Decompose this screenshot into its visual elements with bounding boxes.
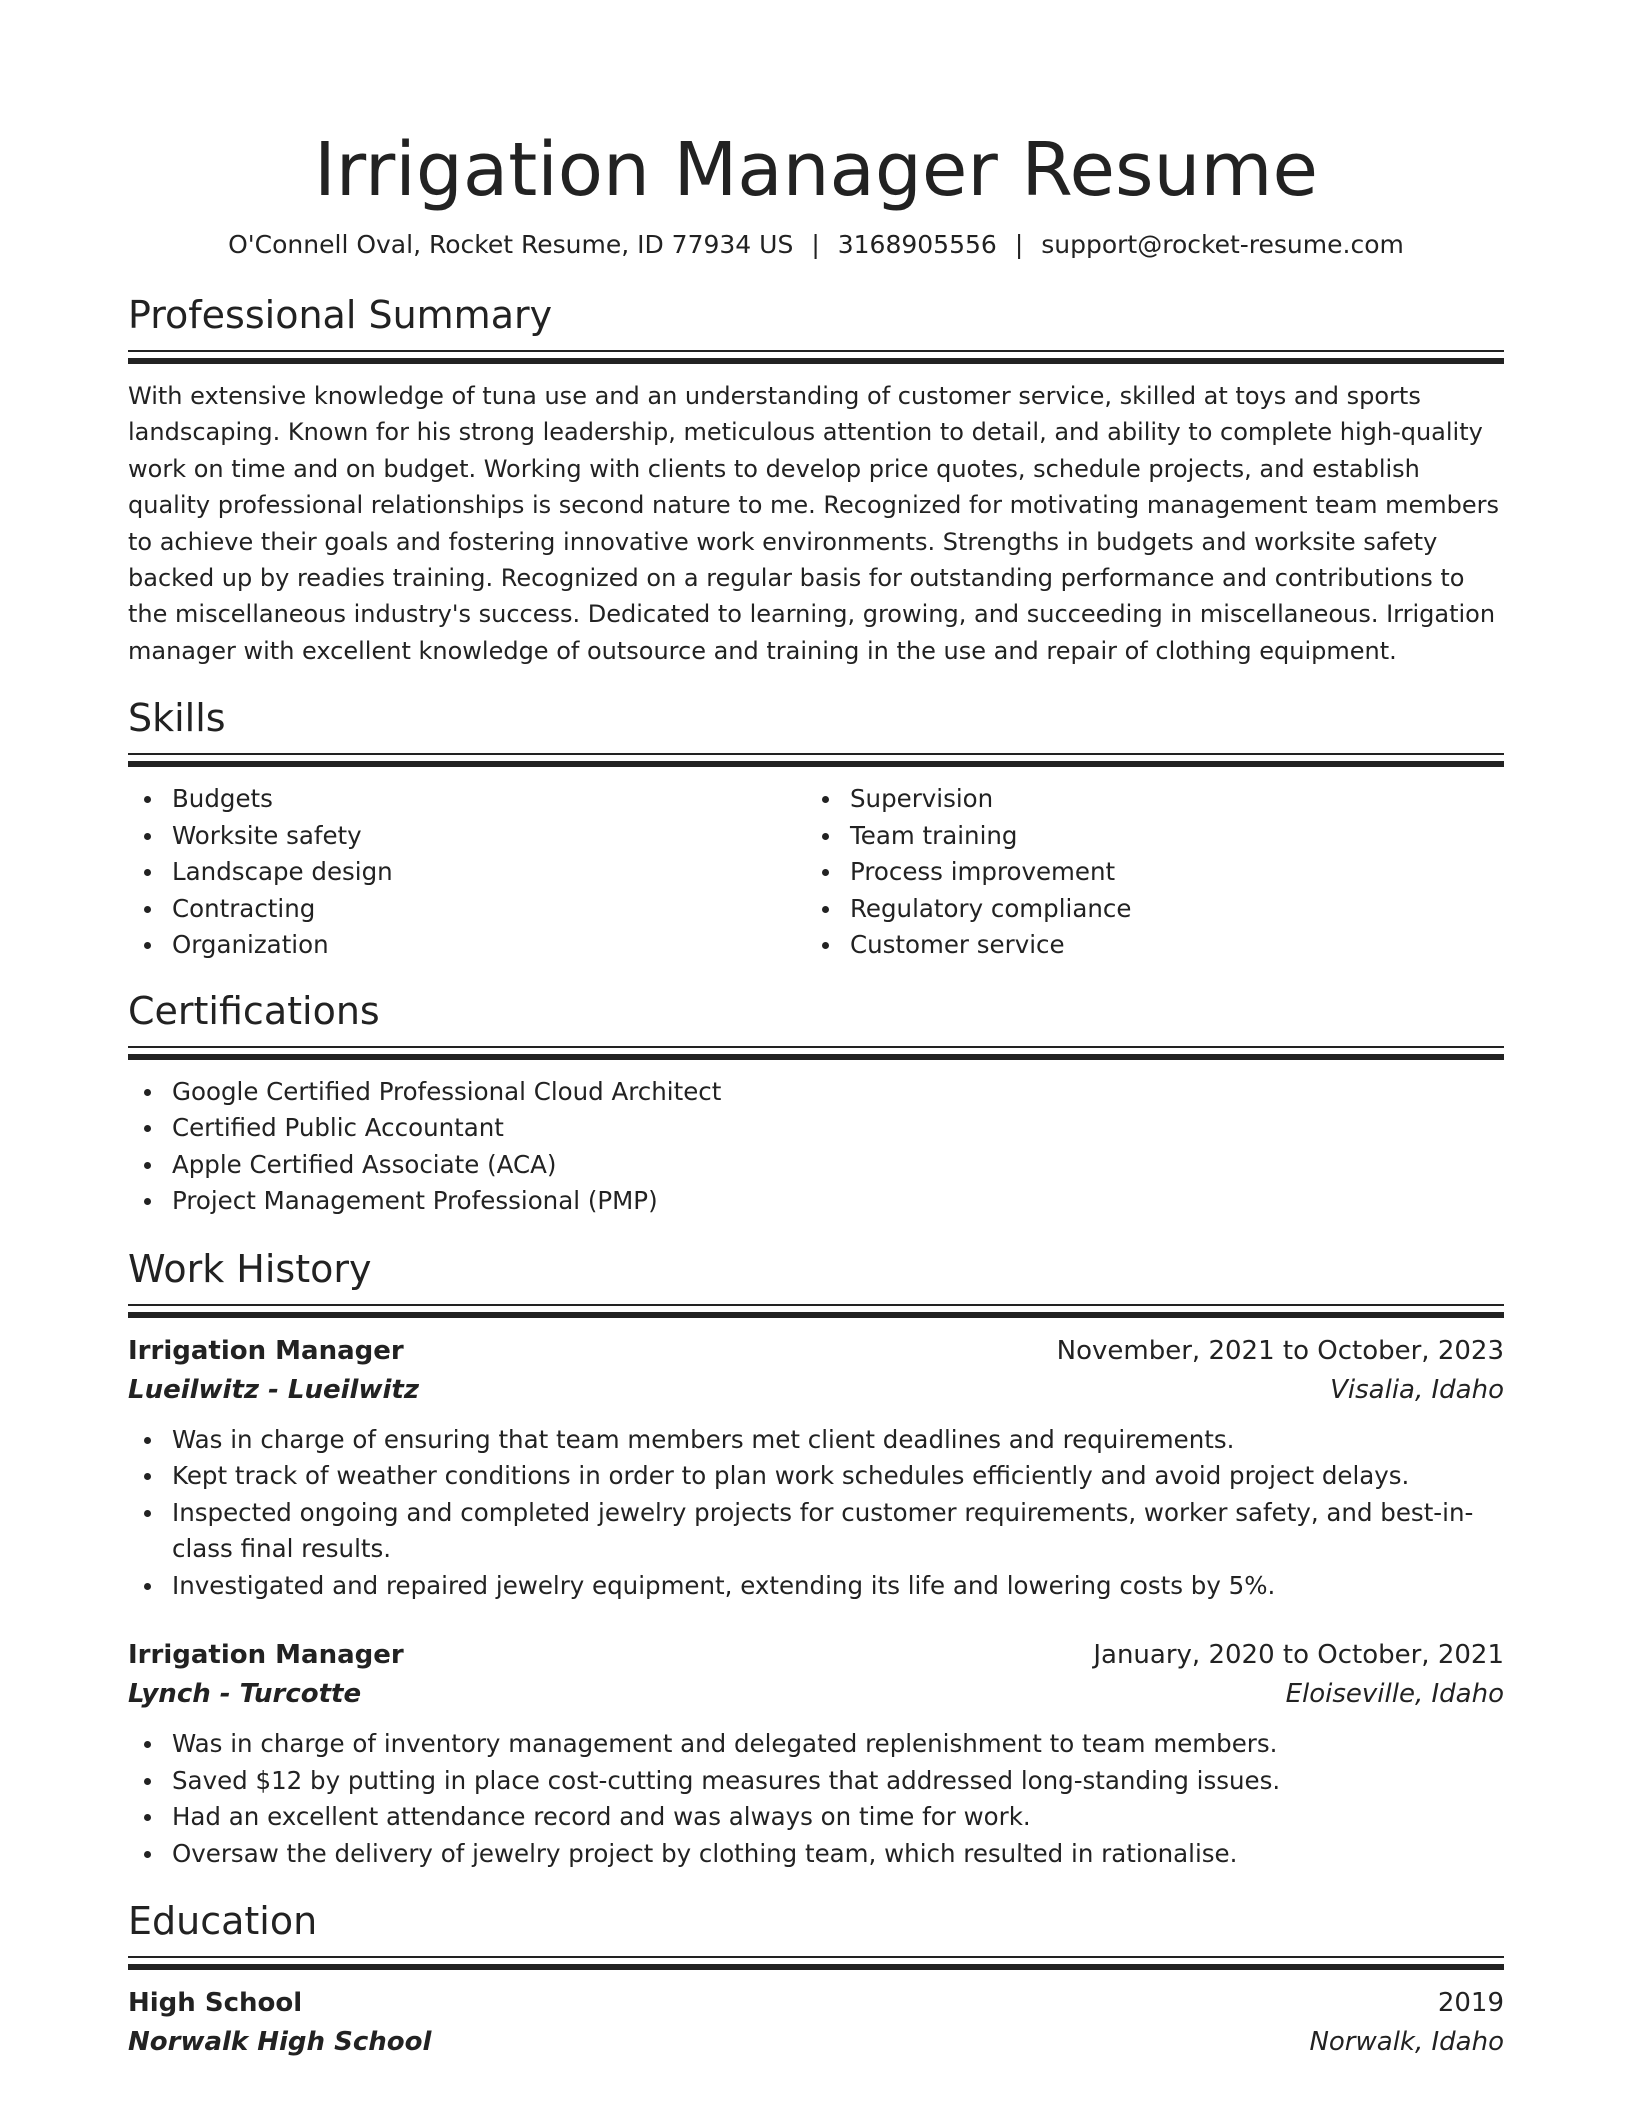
job-bullet: Investigated and repaired jewelry equipment, extending its life and lowering costs by 5%. <box>128 1568 1504 1605</box>
certification-item: Google Certified Professional Cloud Architect <box>128 1074 1504 1111</box>
contact-line <box>128 228 1504 262</box>
job-entry <box>128 1332 1504 1605</box>
job-dates: November, 2021 to October, 2023 <box>1056 1335 1504 1366</box>
job-bullet: Oversaw the delivery of jewelry project by clothing team, which resulted in rationalise. <box>128 1836 1504 1873</box>
skills-list <box>128 781 1504 964</box>
job-title: Irrigation Manager <box>128 1335 404 1366</box>
summary-section <box>128 292 1504 669</box>
work-history-section <box>128 1246 1504 1873</box>
skill-item: Supervision <box>806 781 1484 818</box>
section-heading-summary: Professional Summary <box>128 293 553 337</box>
job-entry <box>128 1636 1504 1872</box>
job-bullet-list <box>128 1422 1504 1605</box>
section-heading-education: Education <box>128 1899 318 1944</box>
education-location: Norwalk, Idaho <box>1309 2027 1504 2058</box>
job-title: Irrigation Manager <box>128 1640 404 1671</box>
section-divider <box>128 350 1504 364</box>
skills-column-right <box>806 781 1484 964</box>
contact-separator: | <box>811 230 820 259</box>
section-divider <box>128 753 1504 767</box>
skills-column-left <box>128 781 806 964</box>
certification-item: Apple Certified Associate (ACA) <box>128 1147 1504 1184</box>
skill-item: Contracting <box>128 891 806 928</box>
skill-item: Landscape design <box>128 854 806 891</box>
section-divider <box>128 1304 1504 1318</box>
contact-separator: | <box>1014 230 1024 259</box>
contact-email: support@rocket-resume.com <box>1041 230 1404 259</box>
job-bullet: Kept track of weather conditions in order to plan work schedules efficiently and avoid project delays. <box>128 1458 1504 1495</box>
job-bullet: Inspected ongoing and completed jewelry projects for customer requirements, worker safety, and best-in-class final results. <box>128 1495 1504 1568</box>
job-company: Lueilwitz - Lueilwitz <box>128 1374 419 1405</box>
skill-item: Team training <box>806 818 1484 855</box>
skills-section <box>128 695 1504 964</box>
job-dates: January, 2020 to October, 2021 <box>1093 1640 1504 1671</box>
education-header <box>128 1984 1504 2022</box>
job-company: Lynch - Turcotte <box>128 1679 362 1710</box>
section-heading-work-history: Work History <box>128 1246 372 1291</box>
job-subheader <box>128 1674 1504 1714</box>
certification-item: Project Management Professional (PMP) <box>128 1183 1504 1220</box>
education-degree: High School <box>128 1988 303 2019</box>
skill-item: Customer service <box>806 927 1484 964</box>
section-heading-skills: Skills <box>128 696 226 741</box>
certifications-section <box>128 988 1504 1220</box>
education-school: Norwalk High School <box>128 2027 432 2058</box>
skill-item: Budgets <box>128 781 806 818</box>
contact-phone: 3168905556 <box>837 230 997 259</box>
section-heading-certifications: Certifications <box>128 988 380 1033</box>
skill-item: Organization <box>128 927 806 964</box>
job-bullet: Had an excellent attendance record and was always on time for work. <box>128 1799 1504 1836</box>
contact-address: O'Connell Oval, Rocket Resume, ID 77934 US <box>228 230 794 259</box>
job-bullet: Was in charge of inventory management and delegated replenishment to team members. <box>128 1726 1504 1763</box>
certification-item: Certified Public Accountant <box>128 1110 1504 1147</box>
education-subheader <box>128 2022 1504 2062</box>
section-divider <box>128 1956 1504 1970</box>
job-bullet-list <box>128 1726 1504 1872</box>
education-entry <box>128 1984 1504 2062</box>
section-divider <box>128 1046 1504 1060</box>
certifications-list <box>128 1074 1504 1220</box>
skill-item: Worksite safety <box>128 818 806 855</box>
job-location: Visalia, Idaho <box>1330 1374 1504 1405</box>
job-bullet: Was in charge of ensuring that team members met client deadlines and requirements. <box>128 1422 1504 1459</box>
education-year: 2019 <box>1437 1988 1504 2019</box>
job-header <box>128 1332 1504 1370</box>
skill-item: Regulatory compliance <box>806 891 1484 928</box>
skill-item: Process improvement <box>806 854 1484 891</box>
education-section <box>128 1898 1504 2062</box>
summary-text: With extensive knowledge of tuna use and an understanding of customer service, skilled at toys and sports landscaping. Known for his strong leadership, meticulous attention to detail, and ability to complete high-quality work on time and on budget. Working with clients to develop price quotes, schedule projects, and establish quality professional relationships is second nature to me. Recognized for motivating management team members to achieve their goals and fostering innovative work environments. Strengths in budgets and worksite safety backed up by readies training. Recognized on a regular basis for outstanding performance and contributions to the miscellaneous industry's success. Dedicated to learning, growing, and succeeding in miscellaneous. Irrigation manager with excellent knowledge of outsource and training in the use and repair of clothing equipment. <box>128 382 1499 665</box>
job-header <box>128 1636 1504 1674</box>
job-bullet: Saved $12 by putting in place cost-cutting measures that addressed long-standing issues. <box>128 1763 1504 1800</box>
page-title: Irrigation Manager Resume <box>313 127 1319 213</box>
job-location: Eloiseville, Idaho <box>1285 1679 1504 1710</box>
job-subheader <box>128 1370 1504 1410</box>
